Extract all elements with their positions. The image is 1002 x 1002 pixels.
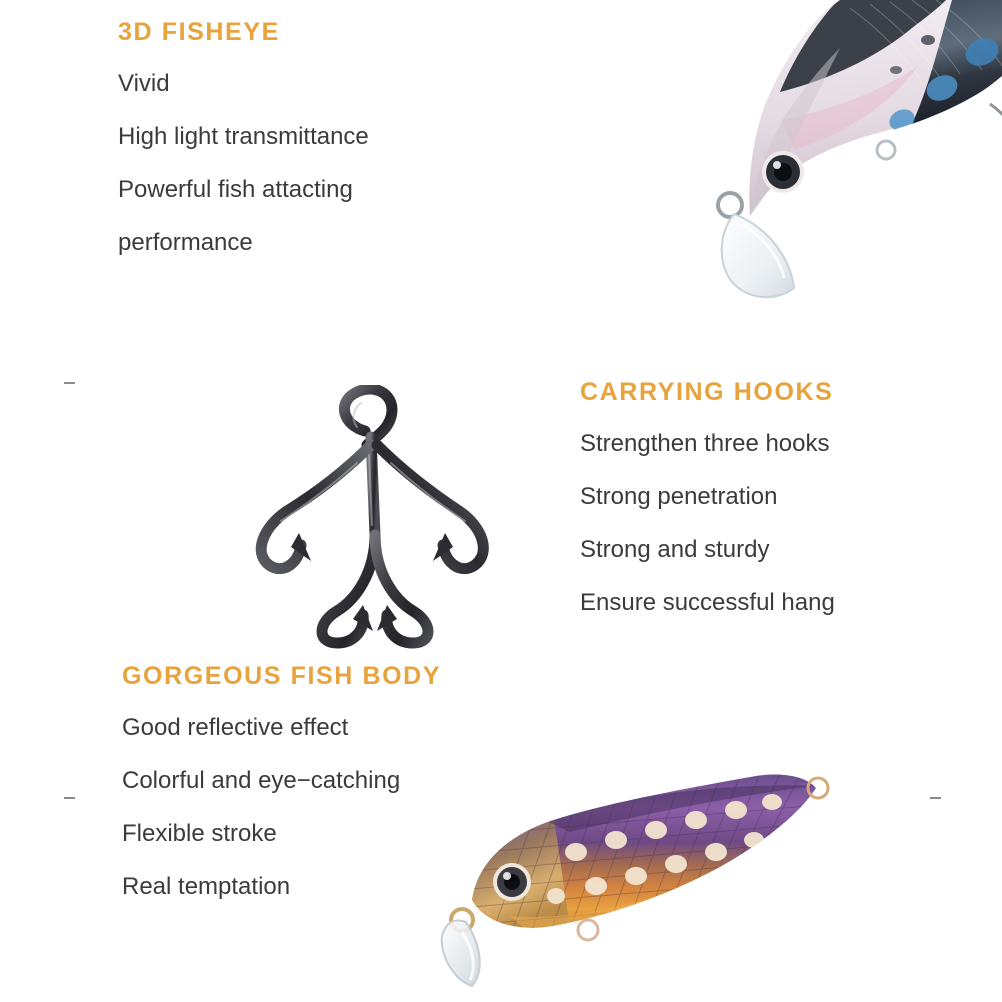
block-title-fish-body: GORGEOUS FISH BODY [122, 662, 442, 690]
feature-block-fisheye [118, 18, 369, 269]
feature-line: performance [118, 229, 253, 256]
block-title-fisheye: 3D FISHEYE [118, 18, 280, 46]
feature-line: Powerful fish attacting [118, 176, 353, 203]
feature-line: Good reflective effect [122, 714, 349, 741]
feature-line: Vivid [118, 70, 170, 97]
feature-line: High light transmittance [118, 123, 369, 150]
purple-orange-minnow-lure-image [420, 740, 840, 990]
block-lines-hooks [580, 417, 835, 629]
feature-line: Ensure successful hang [580, 589, 835, 616]
feature-line: Real temptation [122, 873, 291, 900]
blue-white-minnow-lure-image [690, 0, 1002, 310]
feature-block-fish-body [122, 662, 441, 913]
feature-line: Strengthen three hooks [580, 430, 830, 457]
edge-tick-mark [930, 797, 941, 799]
feature-line: Flexible stroke [122, 820, 277, 847]
edge-tick-mark [64, 797, 75, 799]
edge-tick-mark [64, 382, 75, 384]
feature-line: Strong penetration [580, 483, 778, 510]
feature-block-hooks [580, 378, 835, 629]
feature-line: Colorful and eye−catching [122, 767, 401, 794]
block-lines-fish-body [122, 701, 441, 913]
block-lines-fisheye [118, 57, 369, 269]
feature-line: Strong and sturdy [580, 536, 770, 563]
block-title-hooks: CARRYING HOOKS [580, 378, 834, 406]
treble-hook-image [225, 385, 515, 655]
